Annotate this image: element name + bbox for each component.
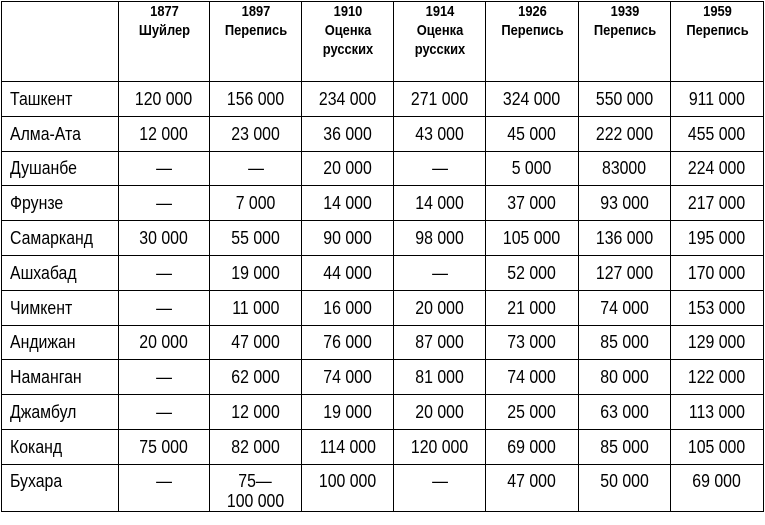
value-cell: 43 000 — [394, 116, 486, 151]
table-row — [2, 221, 764, 256]
value-cell: 73 000 — [486, 325, 579, 360]
table-row — [2, 395, 764, 430]
value-cell: 80 000 — [579, 360, 671, 395]
value-cell: 234 000 — [302, 82, 394, 117]
value-cell: 74 000 — [486, 360, 579, 395]
header-corner-cell — [10, 2, 111, 82]
header-year: 1910 — [333, 3, 362, 20]
value-cell: 76 000 — [302, 325, 394, 360]
header-cell — [677, 2, 757, 82]
value-cell: 83000 — [579, 151, 671, 186]
value-cell: 105 000 — [671, 429, 764, 464]
value-cell: 19 000 — [210, 255, 302, 290]
value-cell: 12 000 — [119, 116, 210, 151]
value-cell: 217 000 — [671, 186, 764, 221]
value-cell — [210, 464, 302, 511]
value-cell: 324 000 — [486, 82, 579, 117]
table-row — [2, 325, 764, 360]
value-cell: 20 000 — [119, 325, 210, 360]
value-cell: 82 000 — [210, 429, 302, 464]
value-cell: 153 000 — [671, 290, 764, 325]
value-cell: — — [119, 290, 210, 325]
value-cell: 55 000 — [210, 221, 302, 256]
value-cell: — — [119, 255, 210, 290]
value-cell: 75 000 — [119, 429, 210, 464]
value-cell: 14 000 — [302, 186, 394, 221]
city-cell: Фрунзе — [2, 186, 119, 221]
value-cell: 74 000 — [579, 290, 671, 325]
city-cell: Самарканд — [2, 221, 119, 256]
value-cell: 455 000 — [671, 116, 764, 151]
header-source: Оценка — [416, 22, 463, 39]
table-row — [2, 151, 764, 186]
value-cell: 81 000 — [394, 360, 486, 395]
value-cell: 45 000 — [486, 116, 579, 151]
header-cell — [308, 2, 387, 82]
value-cell: 21 000 — [486, 290, 579, 325]
value-cell: 98 000 — [394, 221, 486, 256]
value-cell: — — [119, 186, 210, 221]
value-cell: 11 000 — [210, 290, 302, 325]
header-source: Перепись — [500, 22, 564, 39]
population-table — [1, 1, 764, 512]
value-cell: 23 000 — [210, 116, 302, 151]
city-cell: Бухара — [2, 464, 119, 511]
city-cell: Душанбе — [2, 151, 119, 186]
value-cell: 47 000 — [486, 464, 579, 511]
value-cell: — — [119, 464, 210, 511]
value-cell: 20 000 — [394, 395, 486, 430]
value-cell: 87 000 — [394, 325, 486, 360]
value-cell: 19 000 — [302, 395, 394, 430]
header-cell — [400, 2, 479, 82]
city-cell: Джамбул — [2, 395, 119, 430]
split-value-top: 75— — [238, 470, 273, 491]
value-cell: 170 000 — [671, 255, 764, 290]
table-row — [2, 464, 764, 511]
header-year: 1877 — [149, 3, 179, 20]
value-cell: 62 000 — [210, 360, 302, 395]
value-cell: 47 000 — [210, 325, 302, 360]
value-cell: — — [210, 151, 302, 186]
value-cell: 127 000 — [579, 255, 671, 290]
split-value-bottom: 100 000 — [226, 490, 285, 511]
value-cell: 105 000 — [486, 221, 579, 256]
header-year: 1897 — [241, 3, 270, 20]
value-cell: 120 000 — [119, 82, 210, 117]
value-cell: 120 000 — [394, 429, 486, 464]
header-source: Оценка — [324, 22, 371, 39]
value-cell: 550 000 — [579, 82, 671, 117]
city-cell: Ташкент — [2, 82, 119, 117]
header-source: русских — [322, 41, 373, 58]
table-row — [2, 82, 764, 117]
value-cell: 12 000 — [210, 395, 302, 430]
header-source: Перепись — [685, 22, 749, 39]
value-cell: 114 000 — [302, 429, 394, 464]
value-cell: 52 000 — [486, 255, 579, 290]
value-cell: — — [119, 395, 210, 430]
table-row — [2, 255, 764, 290]
value-cell: 5 000 — [486, 151, 579, 186]
value-cell: — — [119, 151, 210, 186]
table-row — [2, 360, 764, 395]
value-cell: 7 000 — [210, 186, 302, 221]
value-cell: 25 000 — [486, 395, 579, 430]
header-year: 1914 — [425, 3, 454, 20]
value-cell: — — [394, 255, 486, 290]
value-cell: — — [394, 464, 486, 511]
table-body — [2, 82, 764, 512]
value-cell: 74 000 — [302, 360, 394, 395]
value-cell: 85 000 — [579, 325, 671, 360]
value-cell: 20 000 — [394, 290, 486, 325]
value-cell: 100 000 — [302, 464, 394, 511]
value-cell: 44 000 — [302, 255, 394, 290]
value-cell: 156 000 — [210, 82, 302, 117]
value-cell: 50 000 — [579, 464, 671, 511]
city-cell: Наманган — [2, 360, 119, 395]
header-year: 1939 — [610, 3, 639, 20]
value-cell: 36 000 — [302, 116, 394, 151]
header-year: 1959 — [702, 3, 732, 20]
value-cell: 69 000 — [671, 464, 764, 511]
value-cell: — — [394, 151, 486, 186]
header-year: 1926 — [517, 3, 547, 20]
value-cell: 129 000 — [671, 325, 764, 360]
city-cell: Алма-Ата — [2, 116, 119, 151]
header-source: Перепись — [224, 22, 287, 39]
header-source: Шуйлер — [138, 22, 190, 39]
value-cell: 63 000 — [579, 395, 671, 430]
value-cell: 122 000 — [671, 360, 764, 395]
table-row — [2, 290, 764, 325]
header-cell — [585, 2, 664, 82]
value-cell: 90 000 — [302, 221, 394, 256]
value-cell: 93 000 — [579, 186, 671, 221]
value-cell: 222 000 — [579, 116, 671, 151]
header-cell — [492, 2, 572, 82]
table-row — [2, 116, 764, 151]
value-cell: 136 000 — [579, 221, 671, 256]
header-source: Перепись — [593, 22, 656, 39]
value-cell: — — [119, 360, 210, 395]
table-row — [2, 429, 764, 464]
header-source: русских — [414, 41, 465, 58]
value-cell: 14 000 — [394, 186, 486, 221]
city-cell: Андижан — [2, 325, 119, 360]
city-cell: Ашхабад — [2, 255, 119, 290]
value-cell: 16 000 — [302, 290, 394, 325]
header-row — [2, 2, 764, 82]
value-cell: 195 000 — [671, 221, 764, 256]
header-cell — [216, 2, 295, 82]
value-cell: 911 000 — [671, 82, 764, 117]
value-cell: 85 000 — [579, 429, 671, 464]
value-cell: 271 000 — [394, 82, 486, 117]
header-cell — [125, 2, 203, 82]
value-cell: 20 000 — [302, 151, 394, 186]
value-cell: 30 000 — [119, 221, 210, 256]
city-cell: Чимкент — [2, 290, 119, 325]
value-cell: 37 000 — [486, 186, 579, 221]
value-cell: 113 000 — [671, 395, 764, 430]
value-cell: 224 000 — [671, 151, 764, 186]
value-cell: 69 000 — [486, 429, 579, 464]
city-cell: Коканд — [2, 429, 119, 464]
table-row — [2, 186, 764, 221]
